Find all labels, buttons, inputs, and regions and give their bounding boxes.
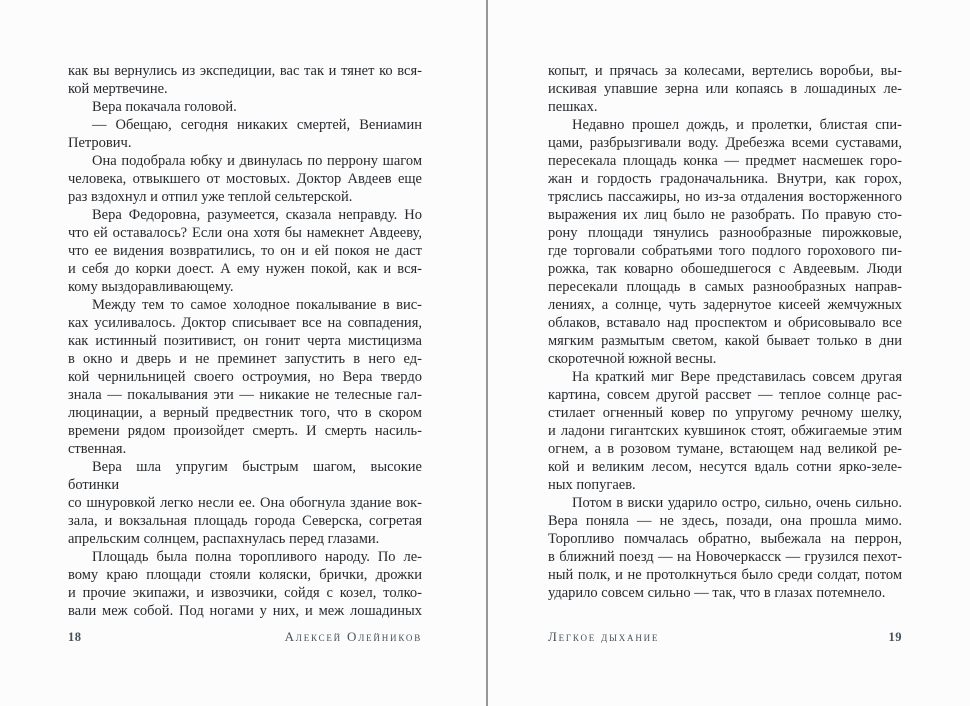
page-footer [548,629,902,645]
text-line: пересекала площадь конка — предмет насмешек горо- [548,153,902,169]
paragraph [68,116,422,152]
running-head-title: Легкое дыхание [548,629,660,644]
text-line: цами, разбрызгивали воду. Дребезжа всеми суставами, [548,135,902,151]
text-line: кой мертвечине. [68,81,168,97]
text-line: Вера шла упругим быстрым шагом, высокие ботинки [68,459,422,493]
text-line: апрельским солнцем, распахнулась перед глазами. [68,531,380,547]
text-line: где торговали собратьями того подлого горохового пи- [548,243,902,259]
paragraph [548,494,902,602]
text-line: Вера покачала головой. [92,99,237,115]
text-line: человека, отвыкшего от мостовых. Доктор Авдеев еще [68,171,422,187]
paragraph [68,98,422,116]
paragraph [68,62,422,98]
text-line: рону площади тянулись разнообразные пирожковые, [548,225,902,241]
text-line: знала — покалывания эти — никакие не телесные гал- [68,387,422,403]
text-line: ный полк, и не протолкнуться было среди солдат, потом [548,567,902,583]
text-line: и ладони гигантских кувшинок стоят, обжигаемые этим [548,423,902,439]
text-line: что ее видения возвратились, то он и ей покоя не даст [68,243,422,259]
page-right [485,0,970,706]
page-text [548,62,902,602]
text-line: Вера Федоровна, разумеется, сказала неправду. Но [92,207,422,223]
text-line: зала, и вокзальная площадь города Северска, согретая [68,513,422,529]
text-line: вому краю площади стояли коляски, брички, дрожки [68,567,422,583]
text-line: облаков, вставало над проспектом и обрисовывало все [548,315,902,331]
text-line: выражения их лиц было не разобрать. По правую сто- [548,207,902,223]
paragraph [68,458,422,548]
page-footer [68,629,422,645]
text-line: копыт, и прячась за колесами, вертелись воробьи, вы- [548,63,902,79]
text-line: времени рядом произойдет смерть. И смерть насиль- [68,423,422,439]
paragraph [68,206,422,296]
text-line: в окно и дверь и не преминет запустить в него ед- [68,351,422,367]
text-line: вали меж собой. Под ногами у них, и меж лошадиных [68,603,422,619]
paragraph [548,62,902,116]
text-line: Торопливо помчалась обратно, выбежала на перрон, [548,531,902,547]
text-line: Площадь была полна торопливого народу. По ле- [92,549,422,565]
text-line: стилает огненный ковер по упругому речному шелку, [548,405,902,421]
text-line: жан и гордость градоначальника. Внутри, как горох, [548,171,902,187]
text-line: искивая упавшие зерна или копаясь в лошадиных ле- [548,81,902,97]
text-line: люцинации, а верный предвестник того, что в скором [68,405,422,421]
text-line: в ближний поезд — на Новочеркасск — грузился пехот- [548,549,902,565]
text-line: ударило совсем сильно — так, что в глазах потемнело. [548,585,886,601]
text-line: Между тем то самое холодное покалывание в вис- [92,297,422,313]
paragraph [68,152,422,206]
running-head-author: Алексей Олейников [284,629,422,644]
paragraph [68,296,422,458]
text-line: На краткий миг Вере представилась совсем другая [572,369,902,385]
text-line: рожка, так коварно обошедшегося с Авдеевым. Люди [548,261,902,277]
text-line: огнем, а в розовом тумане, встающем над великой ре- [548,441,902,457]
text-line: тряслись пассажиры, но из-за отдаления восторженного [548,189,902,205]
text-line: как вы вернулись из экспедиции, вас так и тянет ко вся- [68,63,422,79]
paragraph [68,548,422,620]
text-line: и прочие экипажи, и извозчики, сойдя с козел, толко- [68,585,422,601]
text-line: ных попугаев. [548,477,636,493]
paragraph [548,116,902,368]
text-line: как истинный позитивист, он гонит черта мистицизма [68,333,422,349]
text-line: ственная. [68,441,127,457]
text-line: мягким размытым светом, какой бывает только в дни [548,333,902,349]
text-line: кому выздоравливающему. [68,279,234,295]
text-line: Петрович. [68,135,132,151]
text-line: со шнуровкой легко несли ее. Она обогнула здание вок- [68,495,422,511]
text-line: Потом в виски ударило остро, сильно, очень сильно. [572,495,902,511]
text-line: картина, совсем другой рассвет — теплое солнце рас- [548,387,902,403]
page-number: 19 [888,630,902,644]
text-line: — Обещаю, сегодня никаких смертей, Вениамин [92,117,422,133]
text-line: пересекали площадь в самых разнообразных направ- [548,279,902,295]
text-line: что ей оставалось? Если она хотя бы намекнет Авдееву, [68,225,422,241]
text-line: лениях, а солнце, чуть задернутое кисеей жемчужных [548,297,902,313]
paragraph [548,368,902,494]
text-line: кой и великим лесом, несутся вдаль сотни ярко-зеле- [548,459,902,475]
page-number: 18 [68,630,82,644]
page-text [68,62,422,620]
text-line: и себя до корки доест. А ему нужен покой, как и вся- [68,261,422,277]
text-line: Она подобрала юбку и двинулась по перрону шагом [92,153,422,169]
text-line: Вера поняла — не здесь, позади, она прошла мимо. [548,513,902,529]
text-line: раз вздохнул и отпил уже теплой сельтерской. [68,189,353,205]
text-line: скоротечной южной весны. [548,351,717,367]
text-line: Недавно прошел дождь, и пролетки, блистая спи- [572,117,902,133]
text-line: кой чернильницей своего остроумия, но Вера твердо [68,369,422,385]
text-line: пешках. [548,99,598,115]
text-line: ках усиливалось. Доктор списывает все на совпадения, [68,315,422,331]
